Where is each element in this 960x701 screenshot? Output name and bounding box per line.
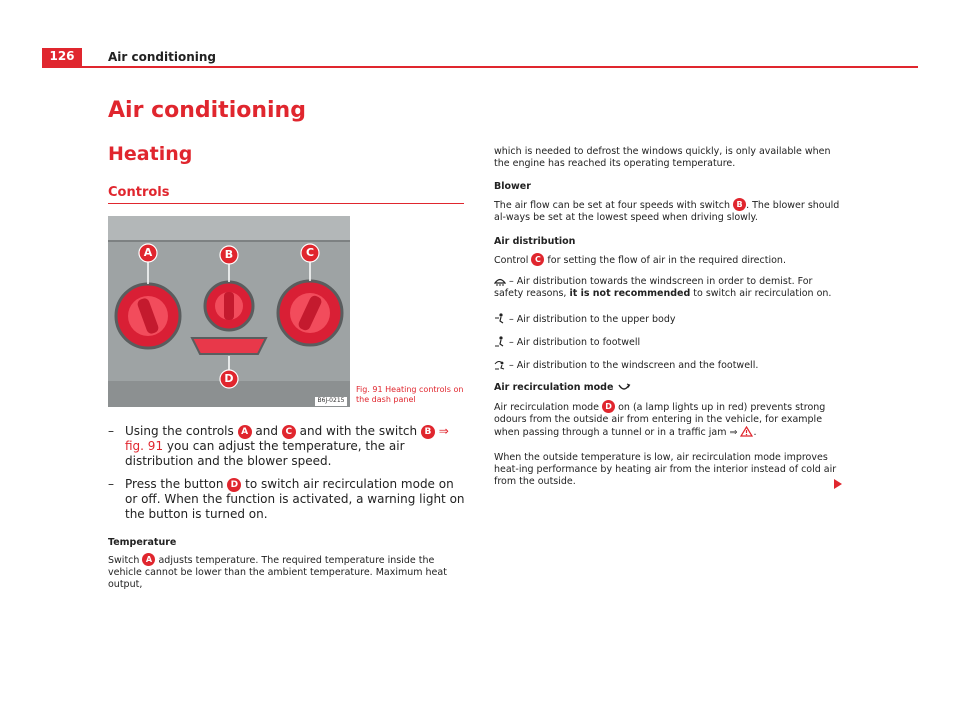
para-text: – Air distribution towards the windscreen in order to demist. For safety reasons, [494, 276, 813, 299]
footwell-icon [494, 336, 506, 347]
para-text: for setting the flow of air in the required direction. [547, 255, 786, 266]
continue-arrow-icon [834, 479, 842, 489]
callout-c-label: C [305, 246, 315, 259]
image-code: B6J-0215 [317, 397, 345, 404]
heating-controls-figure [108, 216, 350, 407]
temperature-heading: Temperature [108, 537, 177, 548]
air-distribution-paragraph [494, 253, 844, 267]
badge-b: B [421, 425, 435, 439]
para-text: adjusts temperature. The required temperature inside the vehicle cannot be lower than the ambient temperature. Maximum heat output, [108, 555, 447, 590]
distribution-item-footwell [494, 336, 844, 349]
para-text: on (a lamp lights up in red) prevents strong odours from the outside air from entering in the vehicle, for example when passing through a tunnel or in a traffic jam ⇒ [494, 402, 826, 438]
temperature-paragraph [108, 553, 466, 591]
para-text: The air flow can be set at four speeds with switch [494, 200, 731, 211]
blower-paragraph [494, 198, 844, 224]
distribution-item-windscreen-footwell [494, 359, 844, 372]
instruction-bullet-1 [108, 424, 466, 469]
bullet-text: Press the button [125, 477, 224, 491]
upper-body-icon [494, 313, 506, 324]
para-text: – Air distribution to footwell [506, 337, 641, 348]
figure-reference-link[interactable]: ⇒ fig. 91 [125, 424, 449, 453]
bold-warning-text: it is not recommended [569, 288, 691, 299]
badge-b: B [733, 198, 746, 211]
blower-heading: Blower [494, 181, 531, 192]
para-text: Control [494, 255, 529, 266]
distribution-item-upper-body [494, 313, 844, 326]
subsection-heading: Controls [108, 185, 170, 200]
bullet-text: and with the switch [299, 424, 418, 438]
bullet-text: and [255, 424, 278, 438]
para-text: Switch [108, 555, 140, 566]
bullet-text: to switch air recirculation mode on or off. When the function is activated, a warning light on the button is turned on. [125, 477, 465, 521]
badge-d: D [602, 400, 615, 413]
bullet-dash: – [108, 424, 114, 438]
section-rule [108, 203, 464, 204]
outside-temperature-paragraph: When the outside temperature is low, air recirculation mode improves heat-ing performance by heating air from the interior instead of cold air from the outside. [494, 452, 837, 487]
badge-a: A [142, 553, 155, 566]
recirculation-heading [494, 382, 631, 393]
bullet-dash: – [108, 477, 114, 491]
badge-c: C [531, 253, 544, 266]
distribution-item-windscreen [494, 276, 844, 300]
bullet-text: Using the controls [125, 424, 234, 438]
para-text: Air recirculation mode [494, 402, 600, 413]
header-rule [42, 66, 918, 68]
para-text: – Air distribution to the upper body [506, 314, 676, 325]
warning-triangle-icon[interactable] [740, 426, 753, 437]
chapter-heading: Air conditioning [108, 98, 306, 123]
para-text: – Air distribution to the windscreen and the footwell. [506, 360, 759, 371]
windscreen-icon [494, 276, 506, 286]
para-text: . [753, 427, 757, 438]
badge-a: A [238, 425, 252, 439]
recirculation-paragraph [494, 400, 844, 439]
callout-a-label: A [143, 246, 153, 259]
windscreen-footwell-icon [494, 359, 506, 370]
recirculation-heading-text: Air recirculation mode [494, 382, 614, 393]
intro-paragraph: which is needed to defrost the windows quickly, is only available when the engine has reached its operating temperature. [494, 146, 831, 169]
page-number: 126 [49, 49, 75, 63]
badge-c: C [282, 425, 296, 439]
running-header-title: Air conditioning [108, 50, 216, 64]
recirculation-icon [617, 383, 631, 392]
para-text: to switch air recirculation on. [690, 288, 832, 299]
figure-caption: Fig. 91 Heating controls on the dash panel [356, 385, 464, 404]
instruction-bullet-2 [108, 477, 466, 522]
callout-b-label: B [224, 248, 234, 261]
para-text: . The blower should al-ways be set at the lowest speed when driving slowly. [494, 200, 840, 223]
section-heading: Heating [108, 143, 193, 165]
badge-d: D [227, 478, 241, 492]
bullet-text: you can adjust the temperature, the air distribution and the blower speed. [125, 439, 405, 468]
air-distribution-heading: Air distribution [494, 236, 576, 247]
callout-d-label: D [224, 372, 234, 385]
